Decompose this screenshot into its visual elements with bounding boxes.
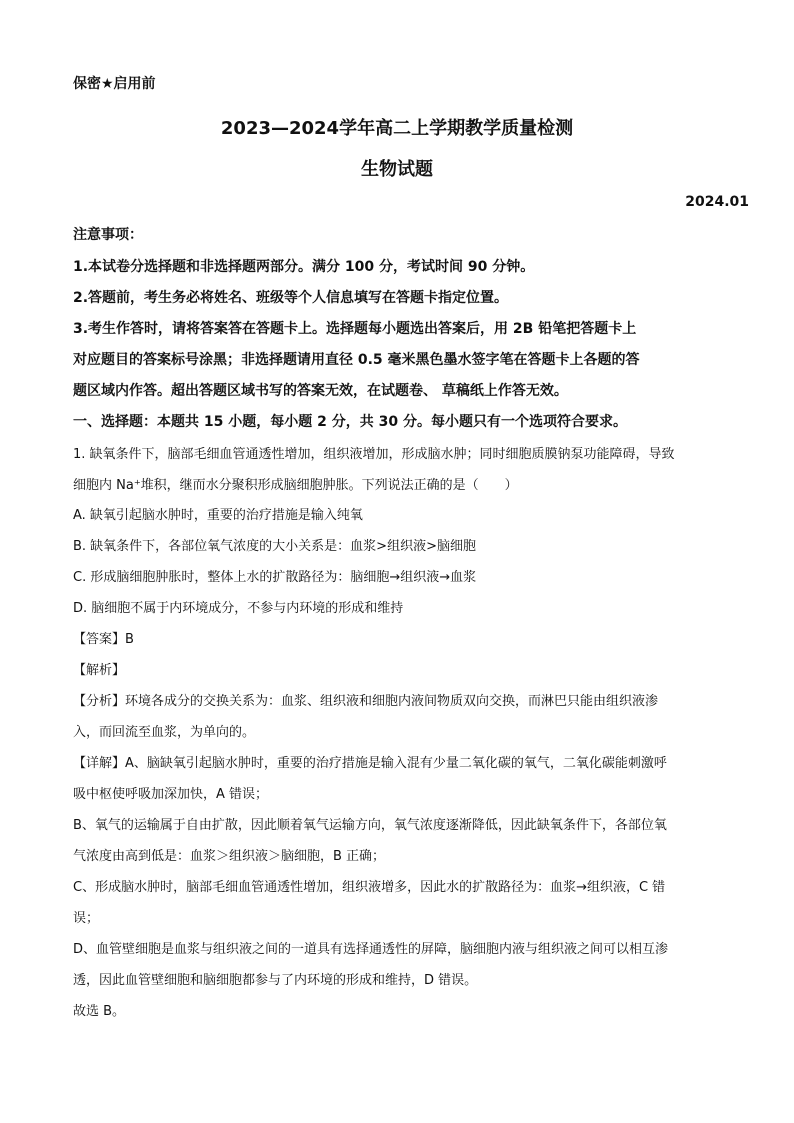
answer-line: 【答案】B [73,632,134,647]
notice-item-3-line-2: 对应题目的答案标号涂黑；非选择题请用直径 0.5 毫米黑色墨水签字笔在答题卡上各题的答 [73,352,640,368]
analysis-heading: 【解析】 [73,663,126,678]
option-c: C. 形成脑细胞肿胀时，整体上水的扩散路径为：脑细胞→组织液→血浆 [73,570,477,585]
notice-item-3-line-1: 3.考生作答时，请将答案答在答题卡上。选择题每小题选出答案后，用 2B 铅笔把答题卡上 [73,321,637,337]
detail-b-line-1: B、氧气的运输属于自由扩散，因此顺着氧气运输方向，氧气浓度逐渐降低，因此缺氧条件下，各部位氧 [73,818,667,833]
confidential-label: 保密★启用前 [73,76,156,92]
detail-d-line-2: 透，因此血管壁细胞和脑细胞都参与了内环境的形成和维持，D 错误。 [73,973,478,988]
detail-d-line-1: D、血管壁细胞是血浆与组织液之间的一道具有选择通透性的屏障，脑细胞内液与组织液之间可以相互渗 [73,942,669,957]
notice-item-3-line-3: 题区域内作答。超出答题区域书写的答案无效，在试题卷、 草稿纸上作答无效。 [73,383,568,399]
analysis-line-1: 【分析】环境各成分的交换关系为：血浆、组织液和细胞内液间物质双向交换，而淋巴只能由组织液渗 [73,694,659,709]
notice-item-2: 2.答题前，考生务必将姓名、班级等个人信息填写在答题卡指定位置。 [73,290,509,306]
section-heading: 一、选择题：本题共 15 小题，每小题 2 分，共 30 分。每小题只有一个选项符合要求。 [73,414,627,430]
exam-subject: 生物试题 [361,159,433,180]
question-stem-line-2: 细胞内 Na⁺堆积，继而水分聚积形成脑细胞肿胀。下列说法正确的是（ ） [73,478,518,493]
question-stem-line-1: 1. 缺氧条件下，脑部毛细血管通透性增加，组织液增加，形成脑水肿；同时细胞质膜钠泵功能障碍，导致 [73,447,675,462]
option-a: A. 缺氧引起脑水肿时，重要的治疗措施是输入纯氧 [73,508,363,523]
conclusion-line: 故选 B。 [73,1004,126,1019]
notice-heading: 注意事项： [73,227,143,243]
detail-c-line-2: 误； [73,911,100,926]
detail-b-line-2: 气浓度由高到低是：血浆＞组织液＞脑细胞，B 正确； [73,849,386,864]
detail-c-line-1: C、形成脑水肿时，脑部毛细血管通透性增加，组织液增多，因此水的扩散路径为：血浆→组织液，C 错 [73,880,666,895]
option-d: D. 脑细胞不属于内环境成分，不参与内环境的形成和维持 [73,601,404,616]
detail-a-line-1: 【详解】A、脑缺氧引起脑水肿时，重要的治疗措施是输入混有少量二氧化碳的氧气，二氧化碳能刺激呼 [73,756,667,771]
exam-date: 2024.01 [685,194,749,210]
option-b: B. 缺氧条件下，各部位氧气浓度的大小关系是：血浆>组织液>脑细胞 [73,539,476,554]
analysis-line-2: 入，而回流至血浆，为单向的。 [73,725,256,740]
detail-a-line-2: 吸中枢使呼吸加深加快，A 错误； [73,787,269,802]
exam-title: 2023—2024学年高二上学期教学质量检测 [220,118,574,139]
notice-item-1: 1.本试卷分选择题和非选择题两部分。满分 100 分，考试时间 90 分钟。 [73,259,535,275]
